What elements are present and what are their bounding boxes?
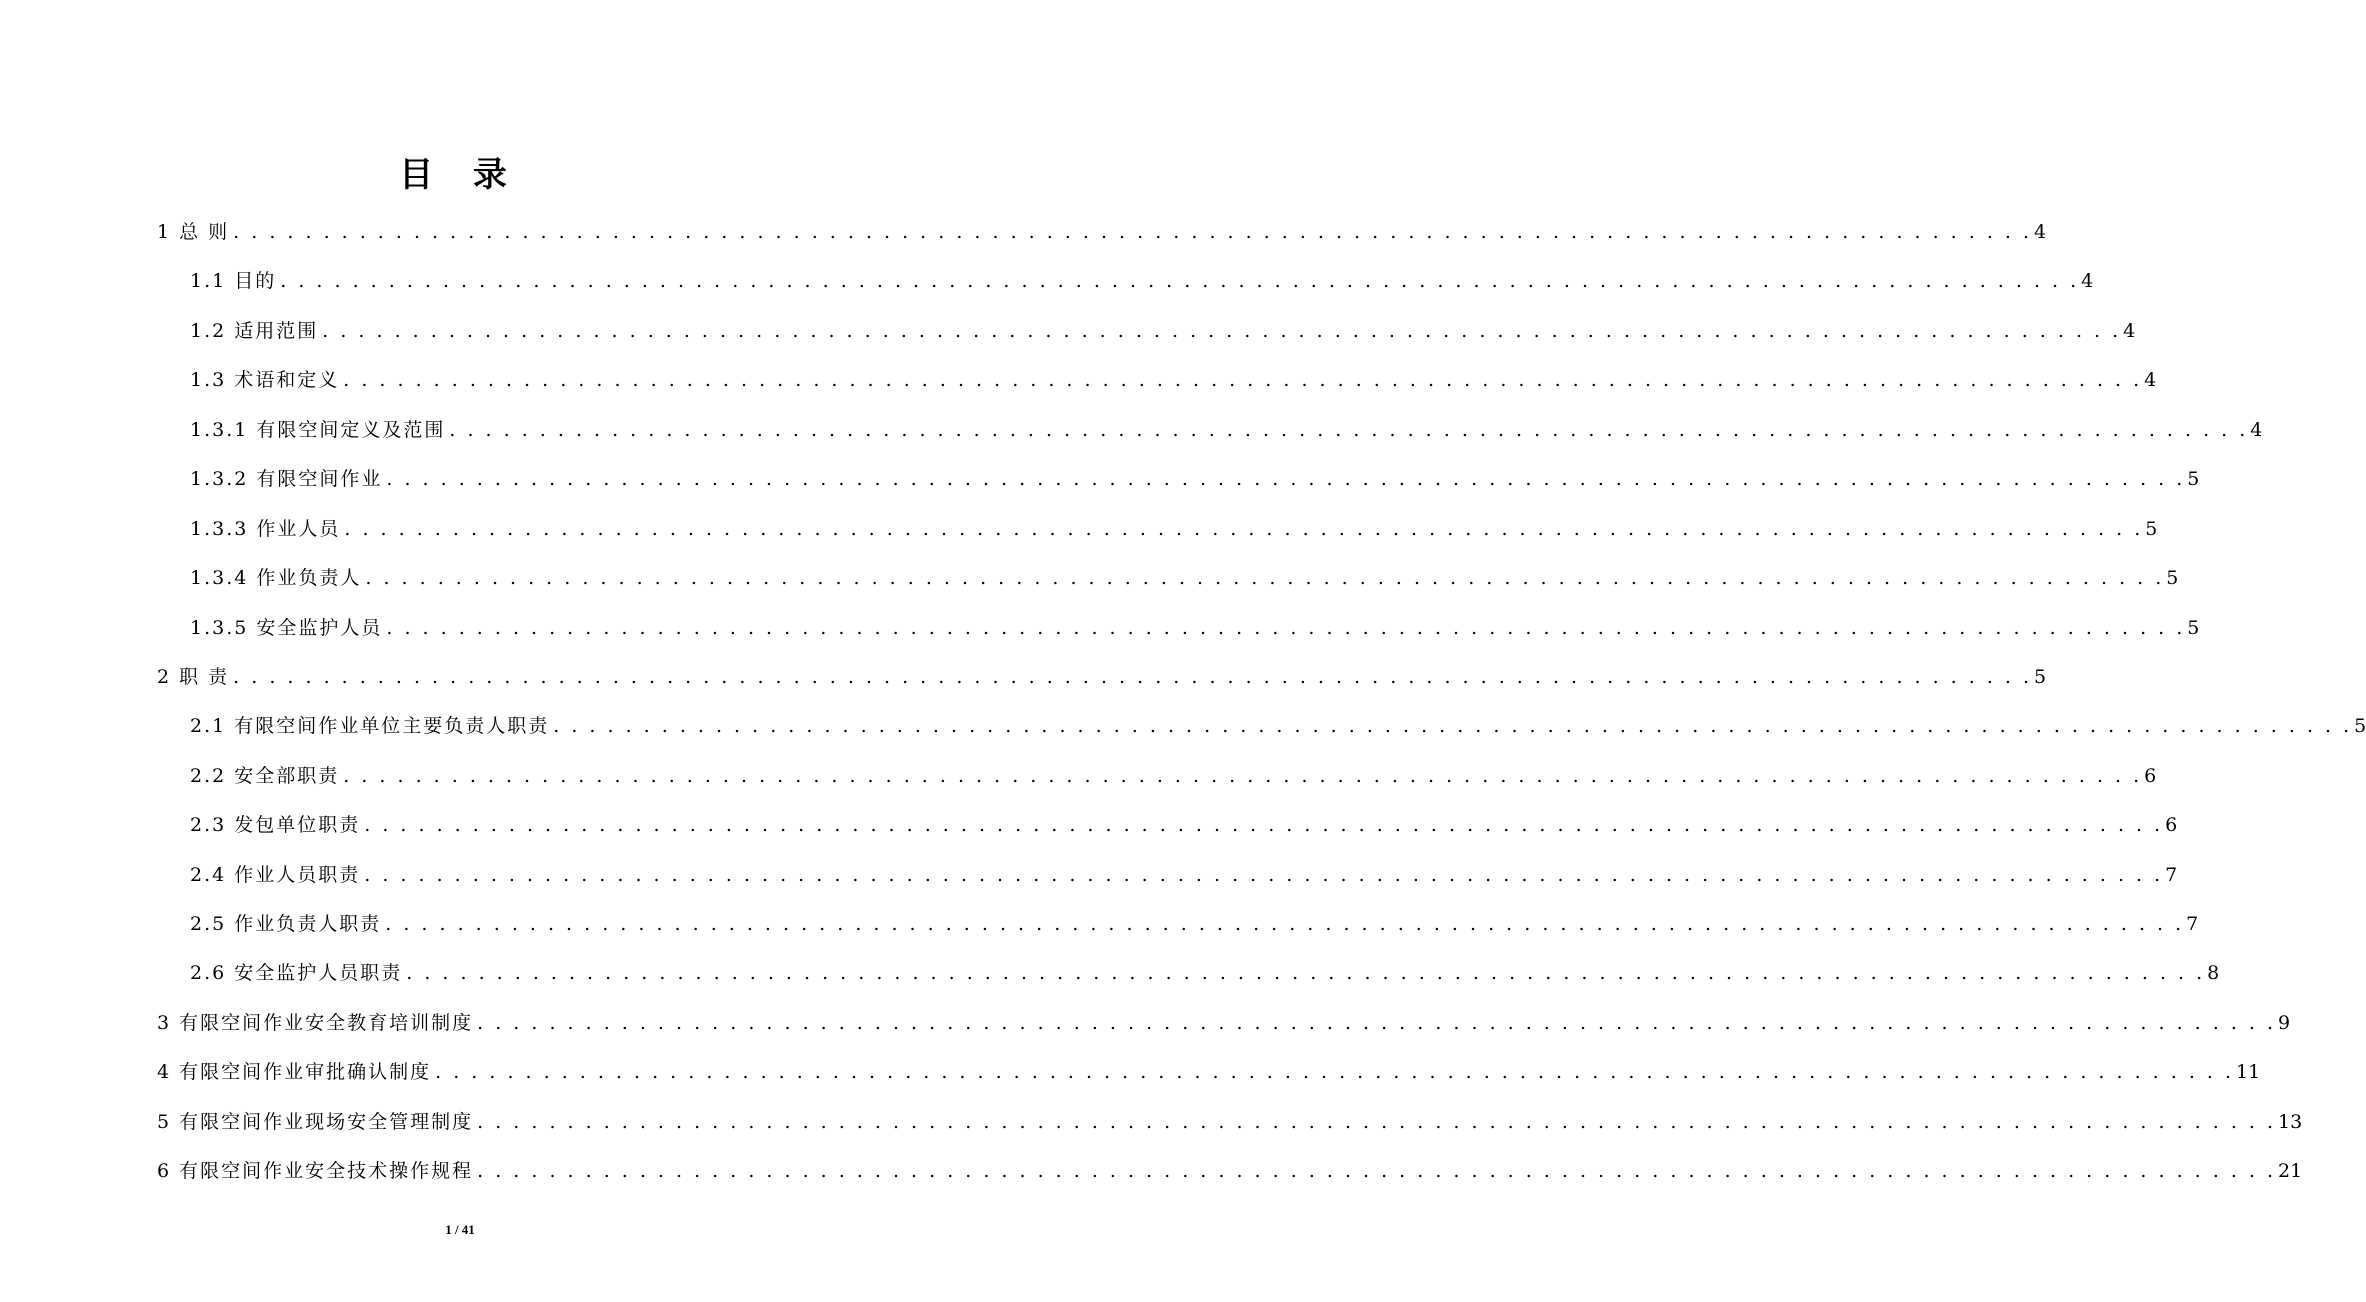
toc-entry-page: 5 — [2166, 567, 2179, 589]
toc-entry[interactable] — [190, 613, 2200, 643]
toc-leader-dots: . . . . . . . . . . . . . . . . . . . . . . . . . . . . . . . . . . . . . . . . . . . . . . . . . . . . . . . . . . . . . . . . . . . . . . . . . . . . . . . . . . . . . . . . . . . . . . . . . . . . — [233, 666, 2033, 688]
toc-entry[interactable] — [190, 316, 2136, 346]
toc-leader-dots: . . . . . . . . . . . . . . . . . . . . . . . . . . . . . . . . . . . . . . . . . . . . . . . . . . . . . . . . . . . . . . . . . . . . . . . . . . . . . . . . . . . . . . . . . . . . . . . . . . . . — [344, 518, 2144, 540]
toc-entry[interactable] — [157, 1156, 2303, 1186]
toc-leader-dots: . . . . . . . . . . . . . . . . . . . . . . . . . . . . . . . . . . . . . . . . . . . . . . . . . . . . . . . . . . . . . . . . . . . . . . . . . . . . . . . . . . . . . . . . . . . . . . . . . . . . — [343, 369, 2143, 391]
toc-title: 目 录 — [399, 155, 521, 195]
toc-entry[interactable] — [190, 761, 2157, 791]
toc-entry-page: 8 — [2207, 962, 2220, 984]
toc-entry-text: 4 有限空间作业审批确认制度 — [157, 1061, 432, 1083]
toc-entry[interactable] — [157, 1107, 2303, 1137]
toc-entry[interactable] — [190, 266, 2094, 296]
toc-entry-page: 4 — [2250, 419, 2263, 441]
toc-entry[interactable] — [190, 860, 2178, 890]
toc-entry-page: 9 — [2278, 1012, 2291, 1034]
toc-entry-page: 7 — [2186, 913, 2199, 935]
toc-entry[interactable] — [190, 958, 2220, 988]
toc-leader-dots: . . . . . . . . . . . . . . . . . . . . . . . . . . . . . . . . . . . . . . . . . . . . . . . . . . . . . . . . . . . . . . . . . . . . . . . . . . . . . . . . . . . . . . . . . . . . . . . . . . . . — [364, 864, 2164, 886]
page-number-footer: 1 / 41 — [445, 1222, 475, 1237]
toc-leader-dots: . . . . . . . . . . . . . . . . . . . . . . . . . . . . . . . . . . . . . . . . . . . . . . . . . . . . . . . . . . . . . . . . . . . . . . . . . . . . . . . . . . . . . . . . . . . . . . . . . . . . — [322, 320, 2122, 342]
toc-entry-text: 2.1 有限空间作业单位主要负责人职责 — [190, 715, 550, 737]
toc-entry-text: 1.3.4 作业负责人 — [190, 567, 362, 589]
toc-leader-dots: . . . . . . . . . . . . . . . . . . . . . . . . . . . . . . . . . . . . . . . . . . . . . . . . . . . . . . . . . . . . . . . . . . . . . . . . . . . . . . . . . . . . . . . . . . . . . . . . . . . . — [386, 617, 2186, 639]
toc-leader-dots: . . . . . . . . . . . . . . . . . . . . . . . . . . . . . . . . . . . . . . . . . . . . . . . . . . . . . . . . . . . . . . . . . . . . . . . . . . . . . . . . . . . . . . . . . . . . . . . . . . . . — [386, 468, 2186, 490]
toc-entry-page: 4 — [2081, 270, 2094, 292]
toc-entry[interactable] — [157, 217, 2047, 247]
toc-leader-dots: . . . . . . . . . . . . . . . . . . . . . . . . . . . . . . . . . . . . . . . . . . . . . . . . . . . . . . . . . . . . . . . . . . . . . . . . . . . . . . . . . . . . . . . . . . . . . . . . . . . . — [477, 1160, 2277, 1182]
toc-entry-page: 4 — [2034, 221, 2047, 243]
toc-entry[interactable] — [157, 1057, 2261, 1087]
toc-entry[interactable] — [157, 1008, 2291, 1038]
toc-entry[interactable] — [190, 365, 2157, 395]
toc-leader-dots: . . . . . . . . . . . . . . . . . . . . . . . . . . . . . . . . . . . . . . . . . . . . . . . . . . . . . . . . . . . . . . . . . . . . . . . . . . . . . . . . . . . . . . . . . . . . . . . . . . . . — [477, 1012, 2277, 1034]
toc-entry-page: 5 — [2034, 666, 2047, 688]
toc-leader-dots: . . . . . . . . . . . . . . . . . . . . . . . . . . . . . . . . . . . . . . . . . . . . . . . . . . . . . . . . . . . . . . . . . . . . . . . . . . . . . . . . . . . . . . . . . . . . . . . . . . . . — [280, 270, 2080, 292]
toc-entry[interactable] — [190, 563, 2179, 593]
toc-entry-page: 5 — [2187, 617, 2200, 639]
toc-entry-page: 6 — [2144, 765, 2157, 787]
toc-leader-dots: . . . . . . . . . . . . . . . . . . . . . . . . . . . . . . . . . . . . . . . . . . . . . . . . . . . . . . . . . . . . . . . . . . . . . . . . . . . . . . . . . . . . . . . . . . . . . . . . . . . . — [553, 715, 2353, 737]
toc-entry[interactable] — [157, 662, 2047, 692]
toc-entry-text: 1.3.5 安全监护人员 — [190, 617, 383, 639]
toc-entry[interactable] — [190, 711, 2366, 741]
toc-entry-page: 4 — [2144, 369, 2157, 391]
toc-entry-page: 5 — [2145, 518, 2158, 540]
toc-entry-text: 2.4 作业人员职责 — [190, 864, 361, 886]
toc-leader-dots: . . . . . . . . . . . . . . . . . . . . . . . . . . . . . . . . . . . . . . . . . . . . . . . . . . . . . . . . . . . . . . . . . . . . . . . . . . . . . . . . . . . . . . . . . . . . . . . . . . . . — [449, 419, 2249, 441]
toc-leader-dots: . . . . . . . . . . . . . . . . . . . . . . . . . . . . . . . . . . . . . . . . . . . . . . . . . . . . . . . . . . . . . . . . . . . . . . . . . . . . . . . . . . . . . . . . . . . . . . . . . . . . — [435, 1061, 2235, 1083]
toc-entry-page: 5 — [2187, 468, 2200, 490]
toc-entry-text: 1.3.1 有限空间定义及范围 — [190, 419, 446, 441]
toc-entry-text: 2.2 安全部职责 — [190, 765, 340, 787]
toc-leader-dots: . . . . . . . . . . . . . . . . . . . . . . . . . . . . . . . . . . . . . . . . . . . . . . . . . . . . . . . . . . . . . . . . . . . . . . . . . . . . . . . . . . . . . . . . . . . . . . . . . . . . — [233, 221, 2033, 243]
toc-entry-page: 4 — [2123, 320, 2136, 342]
toc-entry-text: 2.3 发包单位职责 — [190, 814, 361, 836]
toc-entry-text: 1.2 适用范围 — [190, 320, 319, 342]
toc-entry-text: 3 有限空间作业安全教育培训制度 — [157, 1012, 474, 1034]
toc-entry-text: 1.3.2 有限空间作业 — [190, 468, 383, 490]
toc-entry-text: 6 有限空间作业安全技术操作规程 — [157, 1160, 474, 1182]
toc-leader-dots: . . . . . . . . . . . . . . . . . . . . . . . . . . . . . . . . . . . . . . . . . . . . . . . . . . . . . . . . . . . . . . . . . . . . . . . . . . . . . . . . . . . . . . . . . . . . . . . . . . . . — [364, 814, 2164, 836]
toc-entry-text: 1 总 则 — [157, 221, 230, 243]
toc-entry[interactable] — [190, 464, 2200, 494]
toc-entry-page: 5 — [2354, 715, 2366, 737]
toc-leader-dots: . . . . . . . . . . . . . . . . . . . . . . . . . . . . . . . . . . . . . . . . . . . . . . . . . . . . . . . . . . . . . . . . . . . . . . . . . . . . . . . . . . . . . . . . . . . . . . . . . . . . — [365, 567, 2165, 589]
toc-entry-text: 2.5 作业负责人职责 — [190, 913, 382, 935]
toc-entry[interactable] — [190, 810, 2178, 840]
toc-entry-text: 5 有限空间作业现场安全管理制度 — [157, 1111, 474, 1133]
toc-entry-text: 2 职 责 — [157, 666, 230, 688]
toc-entry[interactable] — [190, 415, 2263, 445]
toc-entry-text: 2.6 安全监护人员职责 — [190, 962, 403, 984]
toc-entry[interactable] — [190, 514, 2158, 544]
toc-leader-dots: . . . . . . . . . . . . . . . . . . . . . . . . . . . . . . . . . . . . . . . . . . . . . . . . . . . . . . . . . . . . . . . . . . . . . . . . . . . . . . . . . . . . . . . . . . . . . . . . . . . . — [406, 962, 2206, 984]
toc-leader-dots: . . . . . . . . . . . . . . . . . . . . . . . . . . . . . . . . . . . . . . . . . . . . . . . . . . . . . . . . . . . . . . . . . . . . . . . . . . . . . . . . . . . . . . . . . . . . . . . . . . . . — [385, 913, 2185, 935]
toc-entry-text: 1.3 术语和定义 — [190, 369, 340, 391]
toc-entry-page: 7 — [2165, 864, 2178, 886]
toc-entry[interactable] — [190, 909, 2199, 939]
toc-leader-dots: . . . . . . . . . . . . . . . . . . . . . . . . . . . . . . . . . . . . . . . . . . . . . . . . . . . . . . . . . . . . . . . . . . . . . . . . . . . . . . . . . . . . . . . . . . . . . . . . . . . . — [343, 765, 2143, 787]
toc-entry-page: 13 — [2278, 1111, 2303, 1133]
toc-entry-page: 11 — [2236, 1061, 2261, 1083]
toc-entry-text: 1.3.3 作业人员 — [190, 518, 341, 540]
toc-entry-text: 1.1 目的 — [190, 270, 277, 292]
toc-entry-page: 6 — [2165, 814, 2178, 836]
toc-leader-dots: . . . . . . . . . . . . . . . . . . . . . . . . . . . . . . . . . . . . . . . . . . . . . . . . . . . . . . . . . . . . . . . . . . . . . . . . . . . . . . . . . . . . . . . . . . . . . . . . . . . . — [477, 1111, 2277, 1133]
toc-entry-page: 21 — [2278, 1160, 2303, 1182]
